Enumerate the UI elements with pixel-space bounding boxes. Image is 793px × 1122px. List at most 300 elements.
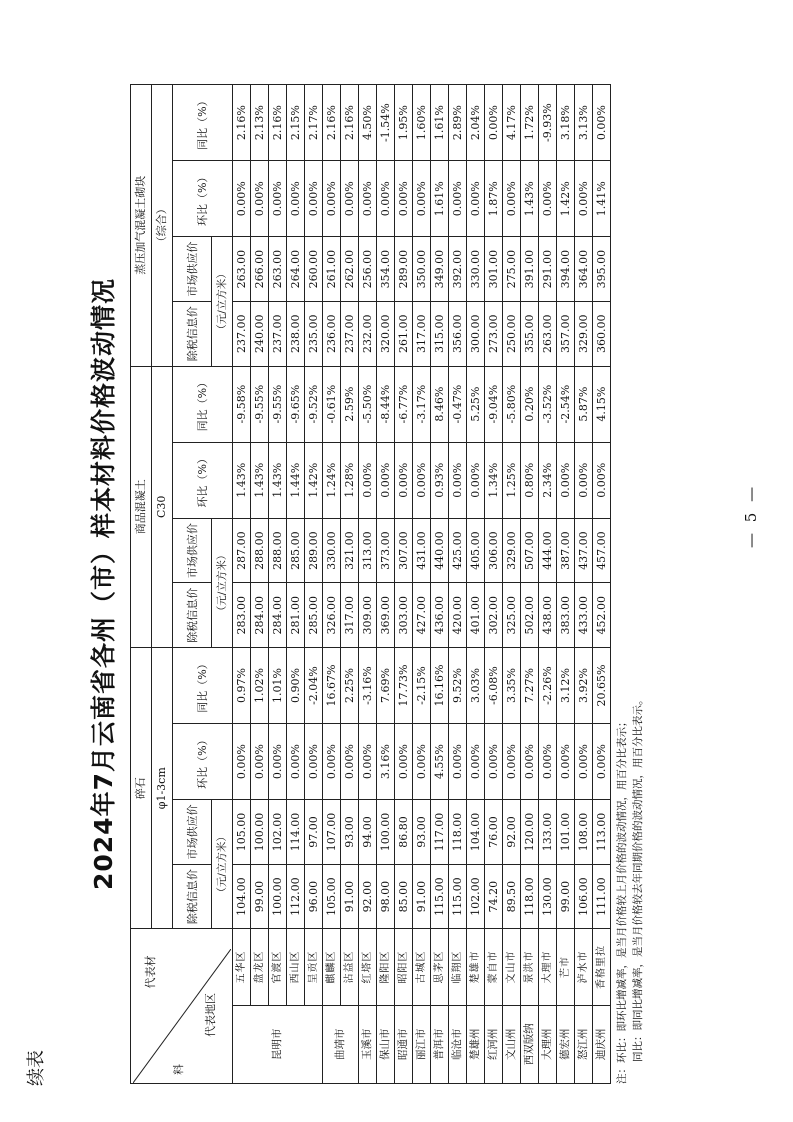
value-cell: 284.00	[251, 583, 269, 648]
value-cell: 0.00%	[467, 442, 485, 518]
value-cell: -6.77%	[395, 366, 413, 442]
value-cell: 440.00	[431, 518, 449, 583]
value-cell: 326.00	[323, 583, 341, 648]
value-cell: 330.00	[467, 237, 485, 302]
value-cell: 104.00	[467, 800, 485, 865]
value-cell: 1.25%	[503, 442, 521, 518]
value-cell: 427.00	[413, 583, 431, 648]
value-cell: 0.00%	[305, 161, 323, 237]
table-row	[323, 85, 341, 1084]
value-cell: 391.00	[521, 237, 539, 302]
district-cell: 景洪市	[521, 929, 539, 1005]
region-cell: 临沧市	[449, 1005, 467, 1083]
region-cell: 西双版纳	[521, 1005, 539, 1083]
table-row	[593, 85, 611, 1084]
value-cell: 16.16%	[431, 648, 449, 724]
value-cell: 0.00%	[233, 161, 251, 237]
value-cell: 0.00%	[413, 442, 431, 518]
district-cell: 麒麟区	[323, 929, 341, 1005]
value-cell: -9.04%	[485, 366, 503, 442]
value-cell: 387.00	[557, 518, 575, 583]
value-cell: 1.34%	[485, 442, 503, 518]
value-cell: 395.00	[593, 237, 611, 302]
value-cell: 1.43%	[521, 161, 539, 237]
value-cell: 1.42%	[557, 161, 575, 237]
note-yoy: 同比：即同比增减率，是当月价格较去年同期价格的波动情况，用百分比表示。	[632, 694, 644, 1062]
value-cell: 330.00	[323, 518, 341, 583]
value-cell: 91.00	[341, 864, 359, 929]
value-cell: 2.04%	[467, 85, 485, 161]
value-cell: 0.00%	[287, 161, 305, 237]
value-cell: 263.00	[233, 237, 251, 302]
value-cell: 315.00	[431, 301, 449, 366]
district-cell: 红塔区	[359, 929, 377, 1005]
value-cell: 1.28%	[341, 442, 359, 518]
value-cell: 102.00	[467, 864, 485, 929]
value-cell: 0.00%	[359, 724, 377, 800]
value-cell: 2.15%	[287, 85, 305, 161]
value-cell: -2.54%	[557, 366, 575, 442]
group-header-gravel: 碎石	[131, 648, 152, 929]
table-row	[539, 85, 557, 1084]
value-cell: 302.00	[485, 583, 503, 648]
value-cell: 106.00	[575, 864, 593, 929]
value-cell: 1.42%	[305, 442, 323, 518]
value-cell: 1.87%	[485, 161, 503, 237]
value-cell: 436.00	[431, 583, 449, 648]
value-cell: 74.20	[485, 864, 503, 929]
value-cell: -3.16%	[359, 648, 377, 724]
district-cell: 楚雄市	[467, 929, 485, 1005]
value-cell: 273.00	[485, 301, 503, 366]
value-cell: 289.00	[395, 237, 413, 302]
value-cell: 2.16%	[233, 85, 251, 161]
value-cell: 356.00	[449, 301, 467, 366]
value-cell: 301.00	[485, 237, 503, 302]
value-cell: 262.00	[341, 237, 359, 302]
value-cell: 8.46%	[431, 366, 449, 442]
district-cell: 昭阳区	[395, 929, 413, 1005]
value-cell: 354.00	[377, 237, 395, 302]
value-cell: 4.15%	[593, 366, 611, 442]
value-cell: 104.00	[233, 864, 251, 929]
value-cell: 250.00	[503, 301, 521, 366]
table-row	[377, 85, 395, 1084]
value-cell: -2.04%	[305, 648, 323, 724]
value-cell: 0.00%	[467, 724, 485, 800]
value-cell: 0.00%	[395, 161, 413, 237]
page-title: 2024年7月云南省各州（市）样本材料价格波动情况	[89, 278, 118, 890]
value-cell: 0.00%	[323, 724, 341, 800]
value-cell: 99.00	[557, 864, 575, 929]
value-cell: 288.00	[251, 518, 269, 583]
value-cell: 133.00	[539, 800, 557, 865]
value-cell: 0.00%	[377, 442, 395, 518]
value-cell: 118.00	[521, 864, 539, 929]
value-cell: 285.00	[305, 583, 323, 648]
col-header-pretax: 除税信息价	[173, 864, 212, 929]
value-cell: -6.08%	[485, 648, 503, 724]
value-cell: 281.00	[287, 583, 305, 648]
value-cell: -5.80%	[503, 366, 521, 442]
value-cell: 2.34%	[539, 442, 557, 518]
col-header-yoy: 同比（%）	[173, 366, 233, 442]
district-cell: 临翔区	[449, 929, 467, 1005]
table-notes	[611, 84, 646, 1084]
value-cell: 425.00	[449, 518, 467, 583]
value-cell: 0.00%	[323, 161, 341, 237]
col-header-mom: 环比（%）	[173, 724, 233, 800]
value-cell: 3.18%	[557, 85, 575, 161]
value-cell: 4.50%	[359, 85, 377, 161]
value-cell: -9.58%	[233, 366, 251, 442]
value-cell: 105.00	[233, 800, 251, 865]
value-cell: 0.00%	[269, 724, 287, 800]
value-cell: 291.00	[539, 237, 557, 302]
value-cell: 329.00	[503, 518, 521, 583]
region-cell: 怒江州	[575, 1005, 593, 1083]
value-cell: -3.52%	[539, 366, 557, 442]
value-cell: 275.00	[503, 237, 521, 302]
value-cell: 321.00	[341, 518, 359, 583]
region-cell: 昆明市	[233, 1005, 323, 1083]
district-cell: 盘龙区	[251, 929, 269, 1005]
value-cell: 0.00%	[413, 724, 431, 800]
value-cell: -0.61%	[323, 366, 341, 442]
value-cell: 325.00	[503, 583, 521, 648]
table-row	[251, 85, 269, 1084]
value-cell: 100.00	[269, 864, 287, 929]
table-row	[341, 85, 359, 1084]
value-cell: 437.00	[575, 518, 593, 583]
table-corner-header	[131, 929, 233, 1084]
page-number: — 5 —	[742, 483, 760, 548]
note-mom: 注：环比：即环比增减率，是当月价格较上月价格的波动情况，用百分比表示；	[616, 716, 628, 1084]
value-cell: 289.00	[305, 518, 323, 583]
table-row	[359, 85, 377, 1084]
value-cell: 394.00	[557, 237, 575, 302]
value-cell: 115.00	[449, 864, 467, 929]
value-cell: -9.93%	[539, 85, 557, 161]
value-cell: 373.00	[377, 518, 395, 583]
value-cell: 0.00%	[557, 724, 575, 800]
region-cell: 大理州	[539, 1005, 557, 1083]
value-cell: 0.00%	[395, 442, 413, 518]
col-header-yoy: 同比（%）	[173, 85, 233, 161]
value-cell: 0.00%	[503, 724, 521, 800]
value-cell: 112.00	[287, 864, 305, 929]
region-cell: 昭通市	[395, 1005, 413, 1083]
region-cell: 楚雄州	[467, 1005, 485, 1083]
value-cell: 1.61%	[431, 85, 449, 161]
value-cell: 7.27%	[521, 648, 539, 724]
value-cell: 0.80%	[521, 442, 539, 518]
value-cell: 1.02%	[251, 648, 269, 724]
value-cell: 120.00	[521, 800, 539, 865]
value-cell: 0.20%	[521, 366, 539, 442]
value-cell: 89.50	[503, 864, 521, 929]
table-row	[287, 85, 305, 1084]
value-cell: 99.00	[251, 864, 269, 929]
region-cell: 丽江市	[413, 1005, 431, 1083]
value-cell: 237.00	[233, 301, 251, 366]
value-cell: 3.35%	[503, 648, 521, 724]
district-cell: 沾益区	[341, 929, 359, 1005]
value-cell: 2.25%	[341, 648, 359, 724]
district-cell: 西山区	[287, 929, 305, 1005]
value-cell: 240.00	[251, 301, 269, 366]
corner-material-suffix: 料	[171, 1064, 185, 1075]
value-cell: 0.93%	[431, 442, 449, 518]
value-cell: 235.00	[305, 301, 323, 366]
value-cell: 94.00	[359, 800, 377, 865]
value-cell: 232.00	[359, 301, 377, 366]
col-header-mom: 环比（%）	[173, 161, 233, 237]
value-cell: 317.00	[413, 301, 431, 366]
value-cell: 92.00	[503, 800, 521, 865]
value-cell: -9.55%	[251, 366, 269, 442]
group-header-block: 蒸压加气混凝土砌块	[131, 85, 152, 367]
value-cell: 350.00	[413, 237, 431, 302]
value-cell: 288.00	[269, 518, 287, 583]
value-cell: -1.54%	[377, 85, 395, 161]
value-cell: 320.00	[377, 301, 395, 366]
value-cell: 0.00%	[575, 161, 593, 237]
region-cell: 文山州	[503, 1005, 521, 1083]
table-row	[413, 85, 431, 1084]
value-cell: 3.12%	[557, 648, 575, 724]
group-spec-concrete: C30	[152, 366, 173, 647]
continued-table-label: 续表	[26, 1050, 47, 1086]
table-row	[305, 85, 323, 1084]
value-cell: 0.00%	[485, 85, 503, 161]
value-cell: 0.00%	[341, 724, 359, 800]
value-cell: 452.00	[593, 583, 611, 648]
value-cell: -2.26%	[539, 648, 557, 724]
value-cell: 264.00	[287, 237, 305, 302]
region-cell: 普洱市	[431, 1005, 449, 1083]
value-cell: 260.00	[305, 237, 323, 302]
value-cell: 2.59%	[341, 366, 359, 442]
value-cell: 392.00	[449, 237, 467, 302]
value-cell: 0.00%	[413, 161, 431, 237]
value-cell: 238.00	[287, 301, 305, 366]
district-cell: 五华区	[233, 929, 251, 1005]
table-row	[575, 85, 593, 1084]
value-cell: 431.00	[413, 518, 431, 583]
value-cell: 329.00	[575, 301, 593, 366]
value-cell: 383.00	[557, 583, 575, 648]
value-cell: 0.00%	[449, 724, 467, 800]
col-header-market: 市场供应价	[173, 800, 212, 865]
value-cell: 0.97%	[233, 648, 251, 724]
value-cell: 355.00	[521, 301, 539, 366]
col-header-pretax: 除税信息价	[173, 583, 212, 648]
value-cell: 0.00%	[539, 724, 557, 800]
value-cell: 284.00	[269, 583, 287, 648]
value-cell: 261.00	[395, 301, 413, 366]
value-cell: 1.72%	[521, 85, 539, 161]
value-cell: 0.00%	[593, 85, 611, 161]
district-cell: 隆阳区	[377, 929, 395, 1005]
value-cell: 4.17%	[503, 85, 521, 161]
region-cell: 玉溪市	[359, 1005, 377, 1083]
value-cell: 1.61%	[431, 161, 449, 237]
value-cell: 0.00%	[251, 161, 269, 237]
value-cell: 0.00%	[359, 442, 377, 518]
value-cell: 0.00%	[485, 724, 503, 800]
value-cell: 98.00	[377, 864, 395, 929]
value-cell: 287.00	[233, 518, 251, 583]
value-cell: 1.60%	[413, 85, 431, 161]
value-cell: 0.00%	[593, 724, 611, 800]
value-cell: 0.00%	[377, 161, 395, 237]
value-cell: 114.00	[287, 800, 305, 865]
table-row	[557, 85, 575, 1084]
value-cell: 357.00	[557, 301, 575, 366]
region-cell: 保山市	[377, 1005, 395, 1083]
value-cell: 76.00	[485, 800, 503, 865]
group-spec-gravel: φ1-3cm	[152, 648, 173, 929]
value-cell: 0.00%	[593, 442, 611, 518]
value-cell: -3.17%	[413, 366, 431, 442]
value-cell: 236.00	[323, 301, 341, 366]
value-cell: 107.00	[323, 800, 341, 865]
table-row	[485, 85, 503, 1084]
value-cell: 3.13%	[575, 85, 593, 161]
corner-material-label: 代表材	[143, 955, 157, 989]
value-cell: 9.52%	[449, 648, 467, 724]
value-cell: 433.00	[575, 583, 593, 648]
region-cell: 曲靖市	[323, 1005, 359, 1083]
value-cell: 1.43%	[233, 442, 251, 518]
value-cell: 85.00	[395, 864, 413, 929]
value-cell: 364.00	[575, 237, 593, 302]
value-cell: 283.00	[233, 583, 251, 648]
value-cell: 7.69%	[377, 648, 395, 724]
value-cell: 17.73%	[395, 648, 413, 724]
value-cell: 0.00%	[233, 724, 251, 800]
value-cell: 405.00	[467, 518, 485, 583]
value-cell: 0.90%	[287, 648, 305, 724]
region-cell: 迪庆州	[593, 1005, 611, 1083]
table-row	[269, 85, 287, 1084]
table-row	[395, 85, 413, 1084]
value-cell: 1.44%	[287, 442, 305, 518]
value-cell: 1.43%	[269, 442, 287, 518]
group-header-concrete: 商品混凝土	[131, 366, 152, 647]
value-cell: 2.89%	[449, 85, 467, 161]
value-cell: 237.00	[269, 301, 287, 366]
value-cell: 96.00	[305, 864, 323, 929]
value-cell: 2.13%	[251, 85, 269, 161]
value-cell: 2.16%	[323, 85, 341, 161]
value-cell: 0.00%	[287, 724, 305, 800]
value-cell: 401.00	[467, 583, 485, 648]
value-cell: 0.00%	[449, 442, 467, 518]
value-cell: -2.15%	[413, 648, 431, 724]
value-cell: 101.00	[557, 800, 575, 865]
value-cell: 0.00%	[575, 442, 593, 518]
value-cell: 0.00%	[449, 161, 467, 237]
value-cell: 0.00%	[467, 161, 485, 237]
value-cell: 0.00%	[305, 724, 323, 800]
table-row	[449, 85, 467, 1084]
value-cell: 105.00	[323, 864, 341, 929]
district-cell: 古城区	[413, 929, 431, 1005]
value-cell: 97.00	[305, 800, 323, 865]
corner-region-label: 代表地区	[203, 993, 217, 1037]
value-cell: 93.00	[413, 800, 431, 865]
value-cell: 5.25%	[467, 366, 485, 442]
value-cell: 261.00	[323, 237, 341, 302]
value-cell: 0.00%	[503, 161, 521, 237]
value-cell: 313.00	[359, 518, 377, 583]
col-header-mom: 环比（%）	[173, 442, 233, 518]
value-cell: 93.00	[341, 800, 359, 865]
value-cell: 0.00%	[575, 724, 593, 800]
value-cell: 502.00	[521, 583, 539, 648]
district-cell: 香格里拉	[593, 929, 611, 1005]
col-header-market: 市场供应价	[173, 237, 212, 302]
value-cell: -5.50%	[359, 366, 377, 442]
value-cell: 100.00	[377, 800, 395, 865]
value-cell: 2.16%	[269, 85, 287, 161]
table-row	[521, 85, 539, 1084]
value-cell: 266.00	[251, 237, 269, 302]
district-cell: 芒市	[557, 929, 575, 1005]
value-cell: 0.00%	[395, 724, 413, 800]
col-header-market: 市场供应价	[173, 518, 212, 583]
value-cell: 102.00	[269, 800, 287, 865]
value-cell: 91.00	[413, 864, 431, 929]
value-cell: 2.17%	[305, 85, 323, 161]
value-cell: 349.00	[431, 237, 449, 302]
table-body	[233, 85, 611, 1084]
region-cell: 红河州	[485, 1005, 503, 1083]
value-cell: 457.00	[593, 518, 611, 583]
corner-diagonal	[133, 929, 231, 1083]
value-cell: 0.00%	[251, 724, 269, 800]
value-cell: 4.55%	[431, 724, 449, 800]
value-cell: 300.00	[467, 301, 485, 366]
value-cell: 420.00	[449, 583, 467, 648]
region-cell: 德宏州	[557, 1005, 575, 1083]
value-cell: 369.00	[377, 583, 395, 648]
value-cell: 317.00	[341, 583, 359, 648]
value-cell: 0.00%	[557, 442, 575, 518]
unit-header: （元/立方米）	[212, 237, 233, 366]
value-cell: 303.00	[395, 583, 413, 648]
value-cell: 111.00	[593, 864, 611, 929]
value-cell: 3.92%	[575, 648, 593, 724]
district-cell: 文山市	[503, 929, 521, 1005]
value-cell: 1.43%	[251, 442, 269, 518]
value-cell: 0.00%	[539, 161, 557, 237]
value-cell: 2.16%	[341, 85, 359, 161]
value-cell: 1.95%	[395, 85, 413, 161]
district-cell: 官渡区	[269, 929, 287, 1005]
value-cell: 108.00	[575, 800, 593, 865]
col-header-yoy: 同比（%）	[173, 648, 233, 724]
district-cell: 蒙自市	[485, 929, 503, 1005]
price-table	[130, 84, 611, 1084]
table-row	[233, 85, 251, 1084]
value-cell: 438.00	[539, 583, 557, 648]
district-cell: 大理市	[539, 929, 557, 1005]
value-cell: 263.00	[269, 237, 287, 302]
rotated-page-content	[78, 84, 678, 1084]
